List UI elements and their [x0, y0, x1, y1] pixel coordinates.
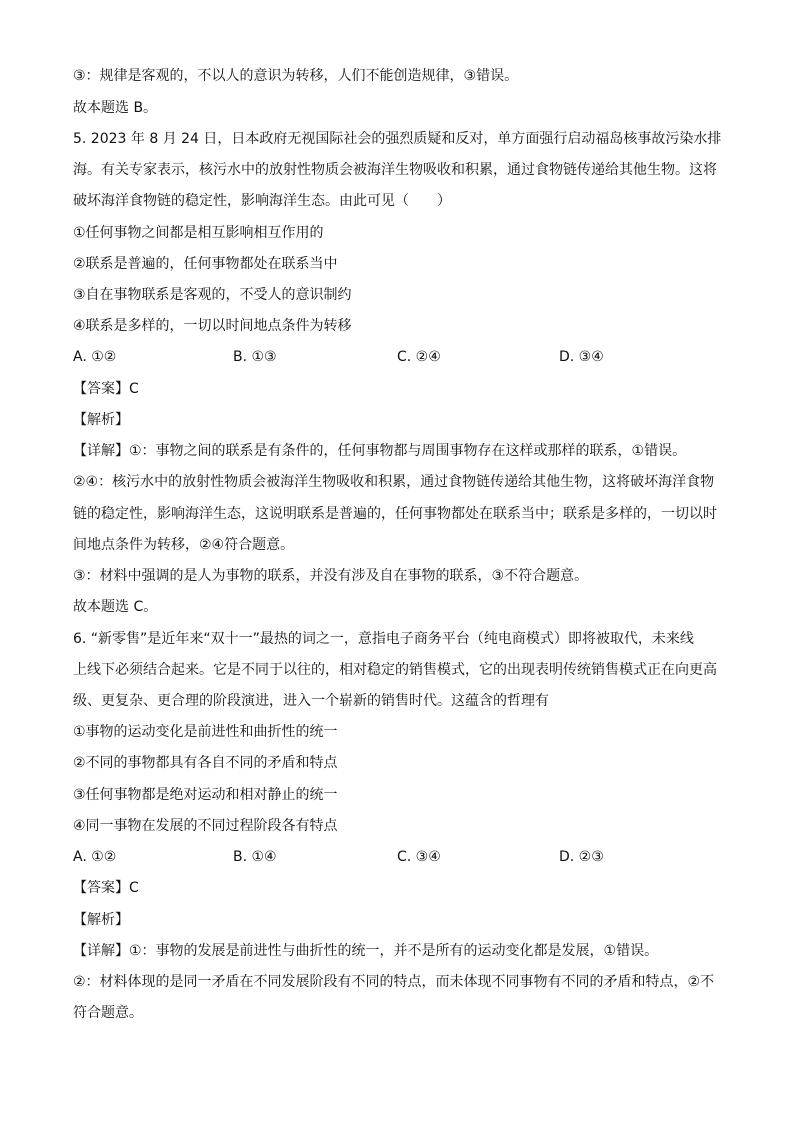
question-6-options: [73, 847, 733, 867]
question-6-statement: ③任何事物都是绝对运动和相对静止的统一: [73, 787, 338, 803]
analysis-text: ③：材料中强调的是人为事物的联系，并没有涉及自在事物的联系，③不符合题意。: [73, 568, 589, 584]
text-line: ③：规律是客观的，不以人的意识为转移，人们不能创造规律，③错误。: [73, 68, 519, 84]
question-5-stem: 海。有关专家表示，核污水中的放射性物质会被海洋生物吸收和积累，通过食物链传递给其他生物。这将: [73, 162, 717, 178]
text-line: 故本题选 C。: [73, 599, 158, 615]
analysis-text: 【详解】①：事物之间的联系是有条件的，任何事物都与周围事物存在这样或那样的联系，①错误。: [73, 443, 687, 459]
question-6-statement: ④同一事物在发展的不同过程阶段各有特点: [73, 818, 338, 834]
question-6-statement: ①事物的运动变化是前进性和曲折性的统一: [73, 724, 338, 740]
analysis-text: 符合题意。: [73, 1005, 143, 1021]
analysis-text: 链的稳定性，影响海洋生态，这说明联系是普遍的，任何事物都处在联系当中；联系是多样的，一切以时: [73, 506, 717, 522]
answer-label: 【答案】C: [73, 880, 139, 896]
question-6-statement: ②不同的事物都具有各自不同的矛盾和特点: [73, 755, 338, 771]
option-c: C. ③④: [397, 849, 441, 865]
text-line: 故本题选 B。: [73, 100, 158, 116]
question-6-stem: 上线下必须结合起来。它是不同于以往的，相对稳定的销售模式，它的出现表明传统销售模式正在向更高: [73, 662, 717, 678]
option-d: D. ③④: [559, 349, 604, 365]
option-a: A. ①②: [73, 849, 117, 865]
option-d: D. ②③: [559, 849, 604, 865]
option-b: B. ①④: [233, 849, 277, 865]
analysis-text: ②④：核污水中的放射性物质会被海洋生物吸收和积累，通过食物链传递给其他生物，这将破坏海洋食物: [73, 474, 715, 490]
analysis-label: 【解析】: [73, 412, 129, 428]
question-5-stem: 5. 2023 年 8 月 24 日，日本政府无视国际社会的强烈质疑和反对，单方面强行启动福岛核事故污染水排: [73, 131, 722, 147]
analysis-text: 间地点条件为转移，②④符合题意。: [73, 537, 295, 553]
answer-label: 【答案】C: [73, 381, 139, 397]
option-a: A. ①②: [73, 349, 117, 365]
analysis-label: 【解析】: [73, 912, 129, 928]
question-5-statement: ①任何事物之间都是相互影响相互作用的: [73, 225, 324, 241]
analysis-text: ②：材料体现的是同一矛盾在不同发展阶段有不同的特点，而未体现不同事物有不同的矛盾和特点，②不: [73, 974, 715, 990]
question-6-stem: 级、更复杂、更合理的阶段演进，进入一个崭新的销售时代。这蕴含的哲理有: [73, 693, 549, 709]
analysis-text: 【详解】①：事物的发展是前进性与曲折性的统一，并不是所有的运动变化都是发展，①错误。: [73, 943, 659, 959]
question-5-stem: 破坏海洋食物链的稳定性，影响海洋生态。由此可见（ ）: [73, 193, 451, 209]
question-5-statement: ②联系是普遍的，任何事物都处在联系当中: [73, 256, 338, 272]
option-b: B. ①③: [233, 349, 277, 365]
question-5-options: [73, 347, 733, 367]
option-c: C. ②④: [397, 349, 441, 365]
question-5-statement: ③自在事物联系是客观的，不受人的意识制约: [73, 287, 352, 303]
question-5-statement: ④联系是多样的，一切以时间地点条件为转移: [73, 318, 352, 334]
question-6-stem: 6. “新零售”是近年来“双十一”最热的词之一，意指电子商务平台（纯电商模式）即将被取代，未来线: [73, 631, 694, 647]
